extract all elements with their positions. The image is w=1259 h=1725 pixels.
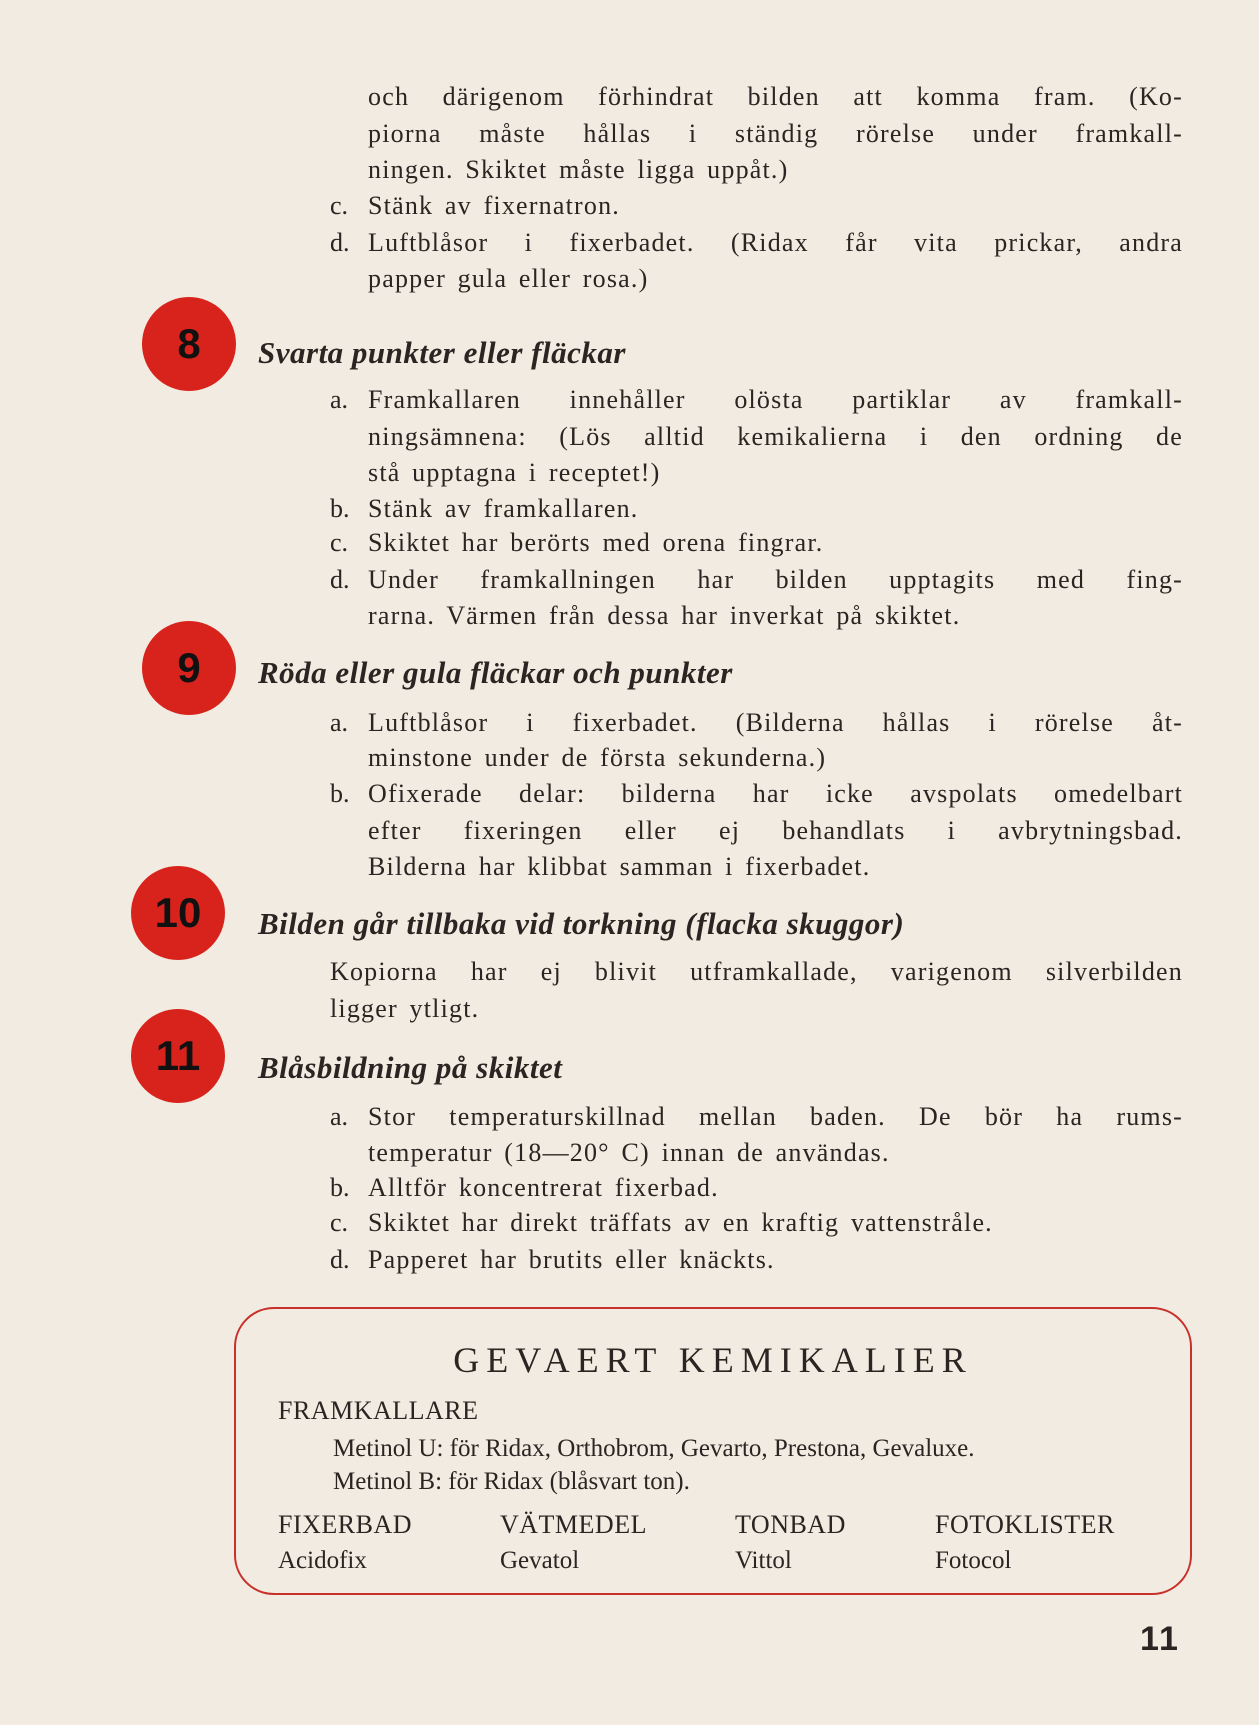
text-line: piorna måste hållas i ständig rörelse under framkall- [368,119,1183,148]
text-line: Stänk av framkallaren. [368,494,639,523]
text-line: Framkallaren innehåller olösta partiklar av framkall- [368,385,1183,414]
text-line: Papperet har brutits eller knäckts. [368,1245,775,1274]
column-heading: FIXERBAD [278,1510,413,1539]
column-value: Fotocol [935,1547,1012,1574]
section-number-badge: 8 [142,297,236,391]
text-line: papper gula eller rosa.) [368,264,649,293]
section-number-badge: 11 [131,1009,225,1103]
item-label: a. [330,708,349,737]
text-line: ligger ytligt. [330,994,480,1023]
text-line: stå upptagna i receptet!) [368,458,661,487]
page-number: 11 [1140,1620,1180,1658]
item-label: a. [330,385,349,414]
text-line: Skiktet har direkt träffats av en kraftig vattenstråle. [368,1208,993,1237]
text-line: Luftblåsor i fixerbadet. (Ridax får vita prickar, andra [368,228,1183,257]
framkallare-line: Metinol B: för Ridax (blåsvart ton). [333,1468,690,1495]
section-number-badge: 9 [142,621,236,715]
text-line: Kopiorna har ej blivit utframkallade, varigenom silverbilden [330,957,1183,986]
item-label: c. [330,528,349,557]
text-line: Stor temperaturskillnad mellan baden. De bör ha rums- [368,1102,1183,1131]
gevaert-chemicals-box [234,1307,1192,1595]
text-line: temperatur (18—20° C) innan de användas. [368,1138,890,1167]
text-line: Alltför koncentrerat fixerbad. [368,1173,719,1202]
column-value: Gevatol [500,1547,580,1574]
item-label: c. [330,1208,349,1237]
column-heading: TONBAD [735,1510,846,1539]
section-heading: Blåsbildning på skiktet [258,1050,563,1085]
text-line: Under framkallningen har bilden upptagits med fing- [368,565,1183,594]
item-label: b. [330,779,350,808]
item-label: b. [330,1173,350,1202]
text-line: ningsämnena: (Lös alltid kemikalierna i den ordning de [368,422,1183,451]
column-value: Acidofix [278,1547,367,1574]
column-heading: FOTOKLISTER [935,1510,1115,1539]
section-heading: Svarta punkter eller fläckar [258,335,626,370]
item-label: d. [330,228,350,257]
text-line: minstone under de första sekunderna.) [368,743,827,772]
text-line: Skiktet har berörts med orena fingrar. [368,528,824,557]
text-line: Luftblåsor i fixerbadet. (Bilderna hållas i rörelse åt- [368,708,1183,737]
section-heading: Röda eller gula fläckar och punkter [258,655,733,690]
item-label: d. [330,565,350,594]
section-heading: Bilden går tillbaka vid torkning (flacka skuggor) [258,906,905,941]
column-value: Vittol [735,1547,792,1574]
framkallare-heading: FRAMKALLARE [278,1396,479,1425]
section-number-badge: 10 [131,866,225,960]
text-line: och därigenom förhindrat bilden att komma fram. (Ko- [368,82,1183,111]
framkallare-line: Metinol U: för Ridax, Orthobrom, Gevarto, Prestona, Gevaluxe. [333,1435,975,1462]
item-label: b. [330,494,350,523]
text-line: Stänk av fixernatron. [368,191,620,220]
item-label: c. [330,191,349,220]
column-heading: VÄTMEDEL [500,1510,647,1539]
text-line: rarna. Värmen från dessa har inverkat på skiktet. [368,601,961,630]
item-label: d. [330,1245,350,1274]
box-title: GEVAERT KEMIKALIER [453,1340,973,1380]
item-label: a. [330,1102,349,1131]
text-line: efter fixeringen eller ej behandlats i avbrytningsbad. [368,816,1183,845]
text-line: Bilderna har klibbat samman i fixerbadet. [368,852,871,881]
text-line: ningen. Skiktet måste ligga uppåt.) [368,155,789,184]
text-line: Ofixerade delar: bilderna har icke avspolats omedelbart [368,779,1183,808]
